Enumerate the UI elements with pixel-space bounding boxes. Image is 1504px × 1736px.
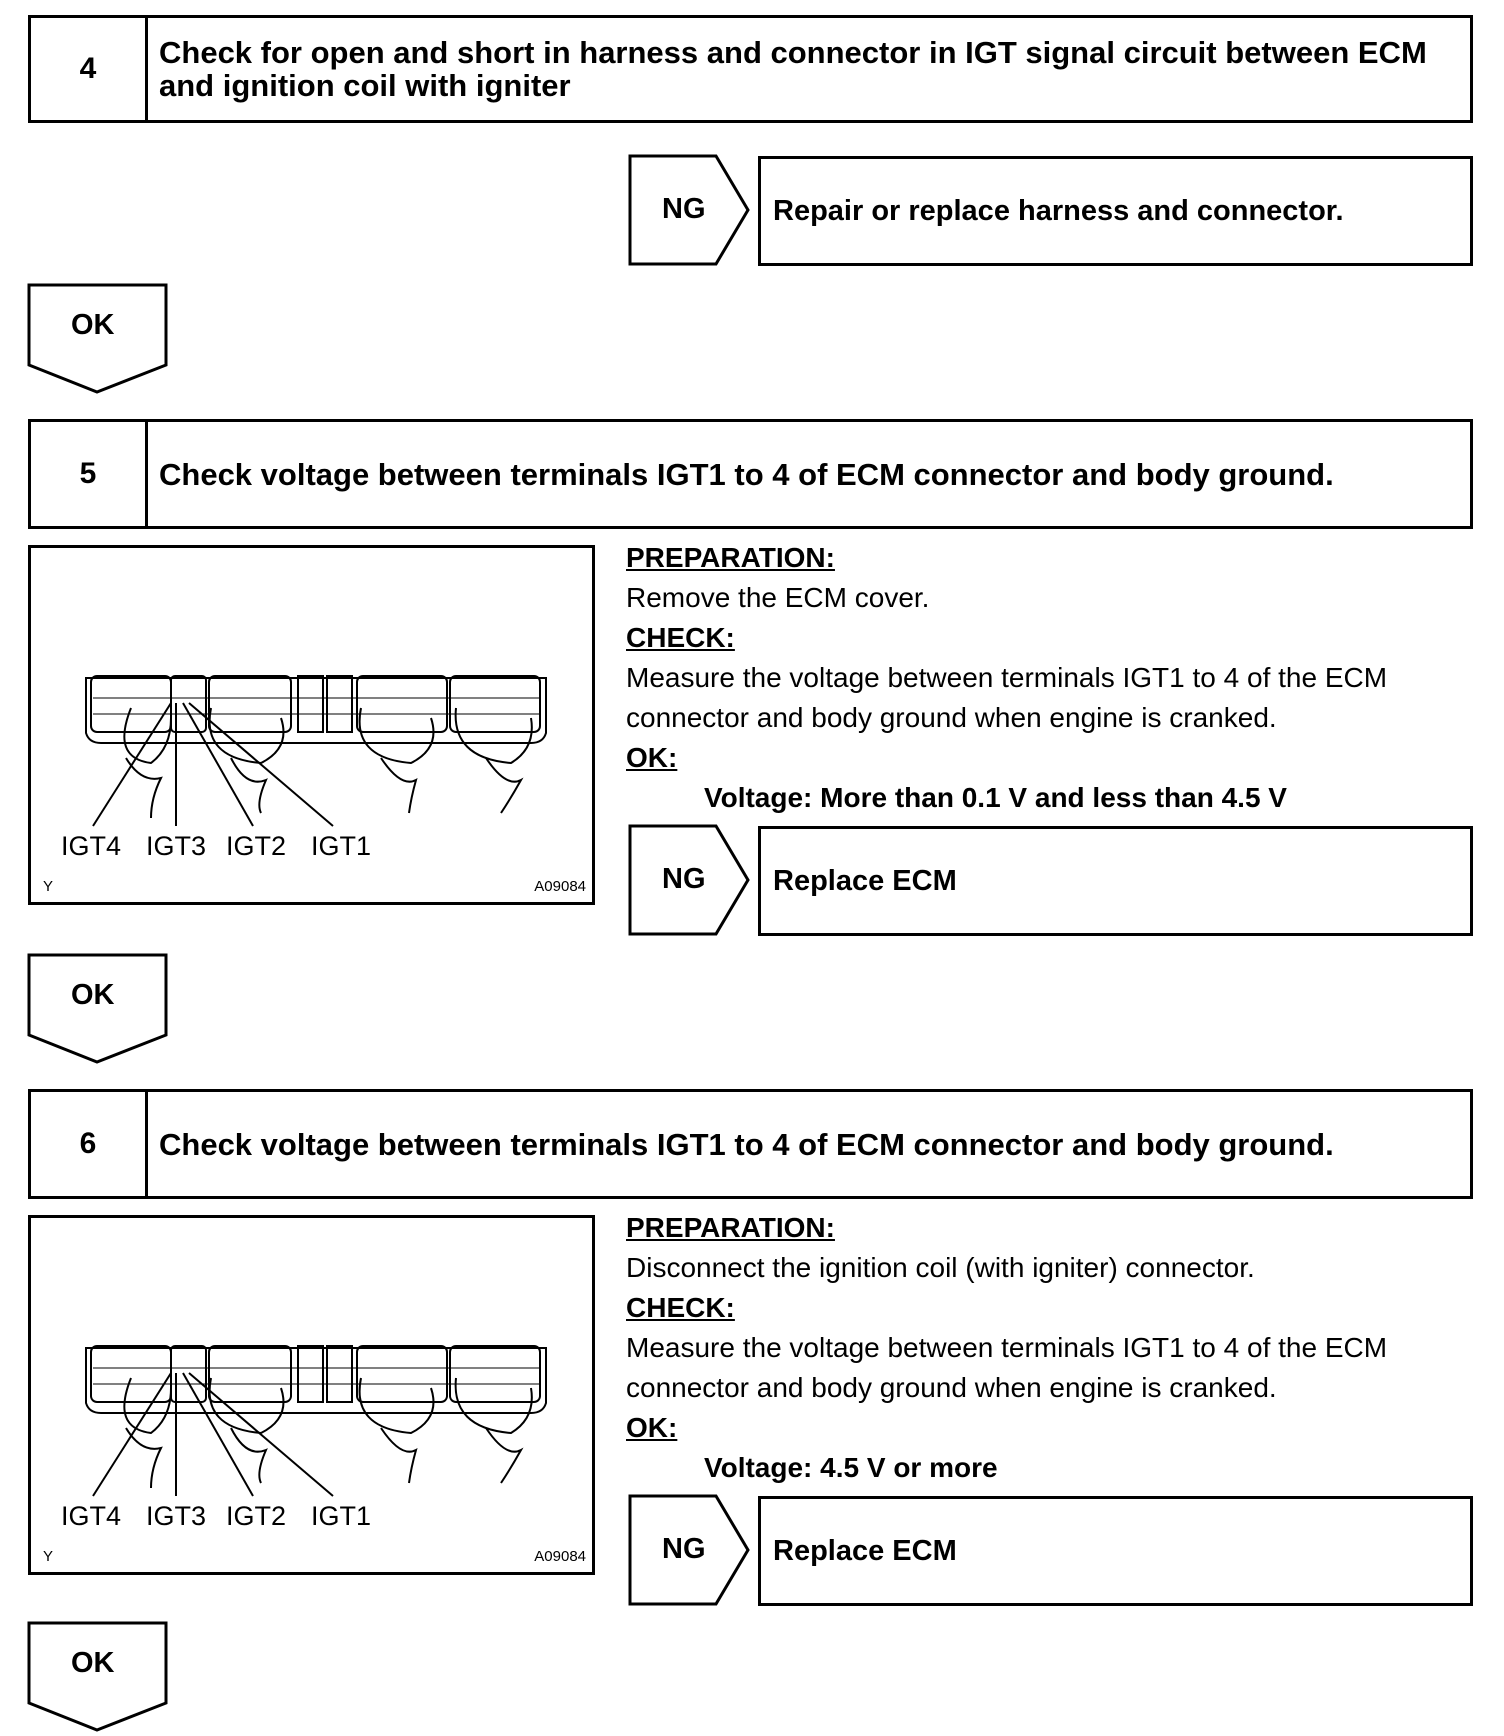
ok-label: OK <box>71 1647 115 1679</box>
step-title: Check for open and short in harness and connector in IGT signal circuit between ECM and ignition coil with igniter <box>159 35 1427 103</box>
step-5-header <box>28 419 1473 529</box>
step-number: 5 <box>31 422 148 526</box>
ecm-connector-figure <box>28 1215 595 1575</box>
ng-label: NG <box>662 863 706 895</box>
terminal-label: IGT1 <box>311 1501 372 1531</box>
preparation-text: Remove the ECM cover. <box>626 582 930 613</box>
preparation-text: Disconnect the ignition coil (with igniter) connector. <box>626 1252 1255 1283</box>
check-text: Measure the voltage between terminals IGT1 to 4 of the ECM <box>626 662 1388 693</box>
step-title: Check voltage between terminals IGT1 to 4 of ECM connector and body ground. <box>159 1126 1334 1162</box>
ok-heading: OK: <box>626 1412 678 1443</box>
ng-action-box: Replace ECM <box>758 826 1473 936</box>
step-number: 6 <box>31 1092 148 1196</box>
terminal-label: IGT2 <box>226 831 287 861</box>
ok-heading: OK: <box>626 742 678 773</box>
corner-mark: Y <box>43 878 54 895</box>
figure-id: A09084 <box>534 878 586 895</box>
check-text: connector and body ground when engine is cranked. <box>626 1372 1277 1403</box>
preparation-heading: PREPARATION: <box>626 1212 835 1243</box>
check-heading: CHECK: <box>626 1292 735 1323</box>
terminal-label: IGT1 <box>311 831 372 861</box>
ng-label: NG <box>662 193 706 225</box>
step-number: 4 <box>31 18 148 120</box>
step-4-header <box>28 15 1473 123</box>
terminal-label: IGT3 <box>146 1501 207 1531</box>
terminal-label: IGT4 <box>61 1501 122 1531</box>
check-text: Measure the voltage between terminals IGT1 to 4 of the ECM <box>626 1332 1388 1363</box>
corner-mark: Y <box>43 1548 54 1565</box>
check-heading: CHECK: <box>626 622 735 653</box>
ok-label: OK <box>71 979 115 1011</box>
check-text: connector and body ground when engine is cranked. <box>626 702 1277 733</box>
figure-id: A09084 <box>534 1548 586 1565</box>
preparation-heading: PREPARATION: <box>626 542 835 573</box>
ng-label: NG <box>662 1533 706 1565</box>
ng-action-box: Repair or replace harness and connector. <box>758 156 1473 266</box>
step-6-header <box>28 1089 1473 1199</box>
terminal-label: IGT3 <box>146 831 207 861</box>
terminal-label: IGT4 <box>61 831 122 861</box>
ecm-connector-figure <box>28 545 595 905</box>
step-title: Check voltage between terminals IGT1 to 4 of ECM connector and body ground. <box>159 456 1334 492</box>
terminal-label: IGT2 <box>226 1501 287 1531</box>
ok-label: OK <box>71 309 115 341</box>
ok-value: Voltage: More than 0.1 V and less than 4.5 V <box>704 782 1287 813</box>
ok-value: Voltage: 4.5 V or more <box>704 1452 998 1483</box>
ng-action-box: Replace ECM <box>758 1496 1473 1606</box>
